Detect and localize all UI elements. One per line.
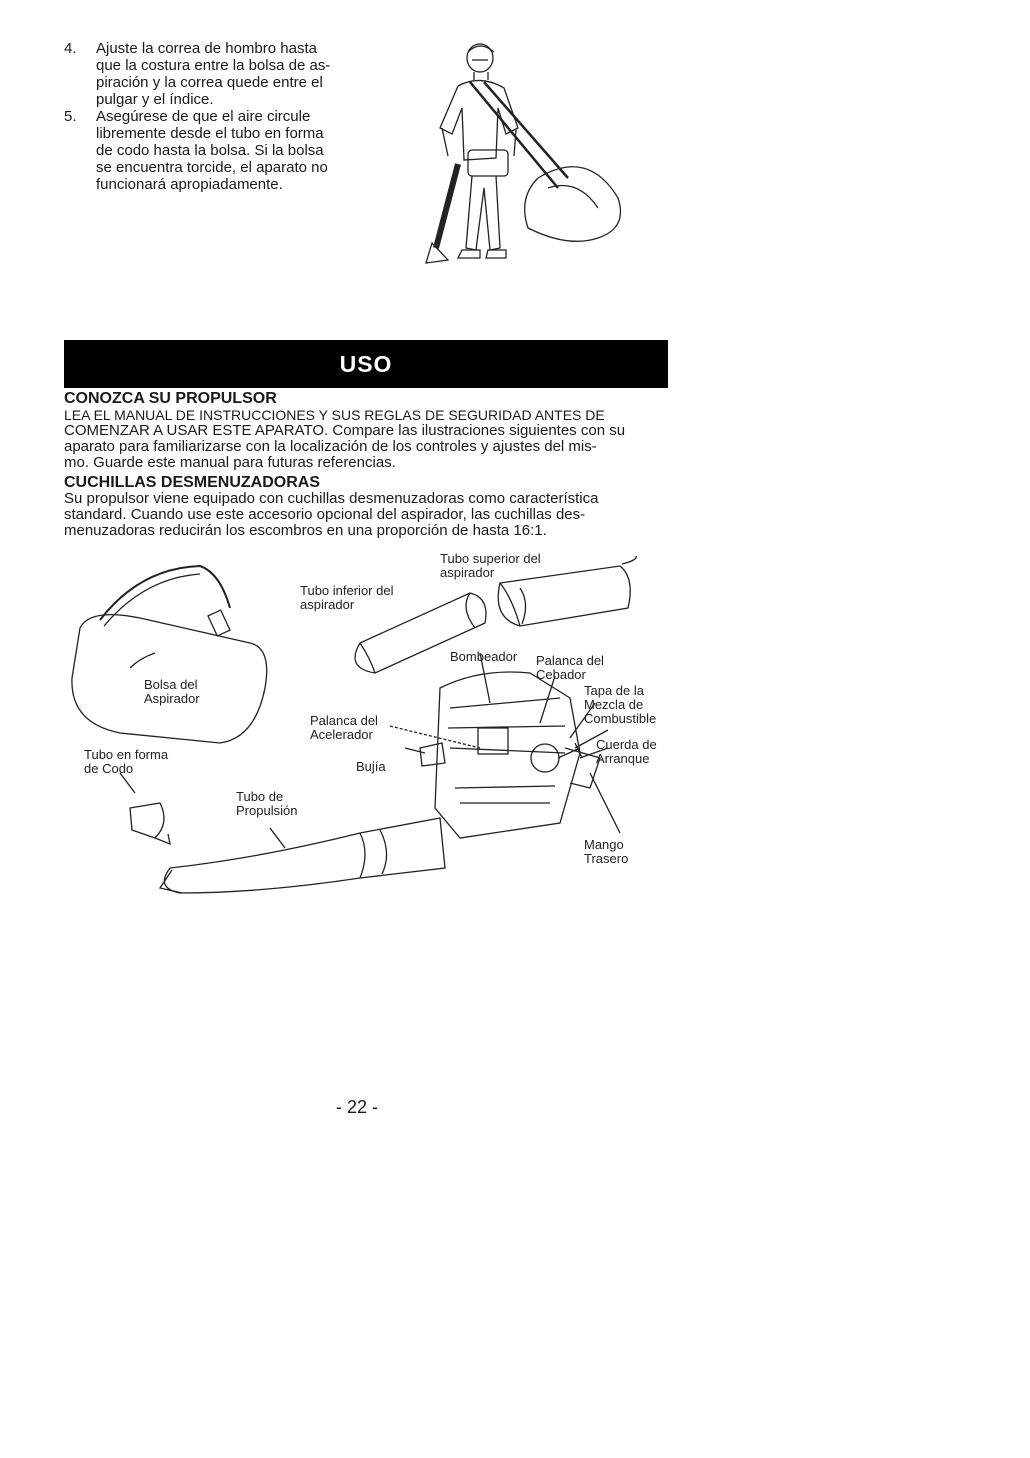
label-choke: Palanca del Cebador <box>536 653 604 682</box>
step-number: 5. <box>64 108 77 125</box>
shredder-blades-section <box>64 475 668 539</box>
step-5 <box>64 108 364 193</box>
paragraph-line: Su propulsor viene equipado con cuchillas desmenuzadoras como característica <box>64 490 599 507</box>
paragraph-line: standard. Cuando use este accesorio opcional del aspirador, las cuchillas des- <box>64 506 586 523</box>
label-upper-tube: Tubo superior del aspirador <box>440 551 541 580</box>
step-line: libremente desde el tubo en forma <box>96 125 324 142</box>
label-blower-tube: Tubo de Propulsión <box>236 789 298 818</box>
label-spark-plug: Bujía <box>356 759 386 774</box>
know-blower-section <box>64 391 668 471</box>
blower-parts-diagram <box>60 548 680 918</box>
page-number-text: - 22 - <box>335 1097 378 1117</box>
step-line: funcionará apropiadamente. <box>96 176 283 193</box>
step-line: Asegúrese de que el aire circule <box>96 108 311 125</box>
label-starter-rope: Cuerda de Arranque <box>596 737 657 766</box>
section-heading: CUCHILLAS DESMENUZADORAS <box>64 474 320 491</box>
step-line: se encuentra torcide, el aparato no <box>96 159 328 176</box>
step-line: que la costura entre la bolsa de as- <box>96 57 331 74</box>
label-fuel-cap: Tapa de la Mezcla de Combustible <box>584 683 657 726</box>
step-line: piración y la correa quede entre el <box>96 74 323 91</box>
step-line: Ajuste la correa de hombro hasta <box>96 40 317 57</box>
elbow-tube-shape <box>130 803 164 838</box>
label-elbow-tube: Tubo en forma de Codo <box>84 747 169 776</box>
paragraph-line: LEA EL MANUAL DE INSTRUCCIONES Y SUS REGLAS DE SEGURIDAD ANTES DE <box>64 407 605 423</box>
banner-title: USO <box>339 350 393 377</box>
step-number: 4. <box>64 40 77 57</box>
operator-illustration <box>418 38 638 278</box>
step-text <box>96 108 364 193</box>
step-line: pulgar y el índice. <box>96 91 214 108</box>
label-bag: Bolsa del Aspirador <box>144 677 200 706</box>
step-4 <box>64 40 364 108</box>
page-number <box>0 1097 1030 1118</box>
label-throttle: Palanca del Acelerador <box>310 713 378 742</box>
label-pump: Bombeador <box>450 649 518 664</box>
paragraph-line: COMENZAR A USAR ESTE APARATO. Compare las ilustraciones siguientes con su <box>64 422 626 439</box>
section-heading: CONOZCA SU PROPULSOR <box>64 390 277 407</box>
label-rear-handle: Mango Trasero <box>584 837 629 866</box>
step-line: de codo hasta la bolsa. Si la bolsa <box>96 142 324 159</box>
paragraph-line: aparato para familiarizarse con la localización de los controles y ajustes del mis- <box>64 438 597 455</box>
step-text <box>96 40 364 108</box>
instruction-steps <box>64 40 364 193</box>
paragraph-line: mo. Guarde este manual para futuras referencias. <box>64 454 396 471</box>
uso-banner <box>64 340 668 388</box>
blower-tube-shape <box>164 818 445 893</box>
paragraph-line: menuzadoras reducirán los escombros en una proporción de hasta 16:1. <box>64 522 547 539</box>
label-lower-tube: Tubo inferior del aspirador <box>300 583 394 612</box>
